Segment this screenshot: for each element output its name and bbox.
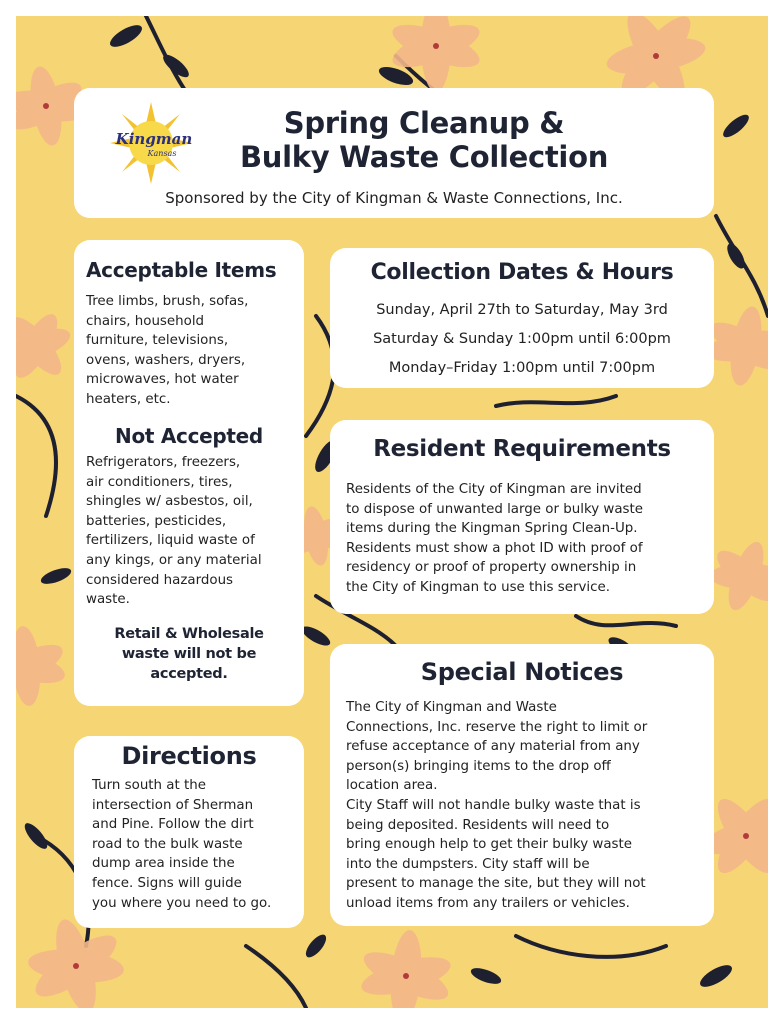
directions-line: fence. Signs will guide <box>92 875 242 891</box>
title-line-2: Bulky Waste Collection <box>239 140 609 174</box>
special-line: person(s) bringing items to the drop off <box>346 758 611 774</box>
acceptable-line: ovens, washers, dryers, <box>86 352 246 368</box>
special-line: City Staff will not handle bulky waste that is <box>346 797 641 813</box>
sun-logo-icon <box>110 102 192 184</box>
note-line: waste will not be <box>121 646 257 662</box>
requirements-line: the City of Kingman to use this service. <box>346 579 610 595</box>
not-accepted-line: fertilizers, liquid waste of <box>86 533 255 549</box>
special-notices-heading: Special Notices <box>420 658 624 686</box>
not-accepted-line: considered hazardous <box>86 572 234 588</box>
kingman-logo <box>110 102 192 184</box>
special-notices-text <box>346 698 712 914</box>
acceptable-line: heaters, etc. <box>86 391 171 407</box>
directions-line: and Pine. Follow the dirt <box>92 817 254 833</box>
special-line: location area. <box>346 778 438 794</box>
not-accepted-list <box>86 453 301 610</box>
directions-line: intersection of Sherman <box>92 797 254 813</box>
logo-text: Kingman <box>115 130 192 148</box>
date-range: Sunday, April 27th to Saturday, May 3rd <box>376 302 668 318</box>
note-line: Retail & Wholesale <box>114 626 264 642</box>
acceptable-line: furniture, televisions, <box>86 333 229 349</box>
directions-text <box>92 776 302 913</box>
directions-line: road to the bulk waste <box>92 836 243 852</box>
logo-subtext: Kansas <box>147 149 177 158</box>
title-line-1: Spring Cleanup & <box>283 106 565 140</box>
retail-wholesale-note <box>74 624 304 684</box>
special-notices-card <box>330 644 714 926</box>
special-line: The City of Kingman and Waste <box>346 700 557 715</box>
collection-dates-card <box>330 248 714 388</box>
page-title <box>224 106 624 174</box>
sponsor-line: Sponsored by the City of Kingman & Waste Connections, Inc. <box>165 189 623 207</box>
directions-line: you where you need to go. <box>92 895 272 911</box>
special-line: into the dumpsters. City staff will be <box>346 856 590 872</box>
collection-dates-lines <box>330 296 714 383</box>
requirements-line: to dispose of unwanted large or bulky waste <box>346 501 644 517</box>
acceptable-line: chairs, household <box>86 313 205 329</box>
directions-line: dump area inside the <box>92 856 235 872</box>
directions-heading: Directions <box>121 742 257 770</box>
not-accepted-line: Refrigerators, freezers, <box>86 455 241 470</box>
not-accepted-line: batteries, pesticides, <box>86 513 227 529</box>
resident-requirements-text <box>346 480 712 598</box>
weekday-hours: Monday–Friday 1:00pm until 7:00pm <box>388 360 656 376</box>
collection-dates-heading: Collection Dates & Hours <box>370 260 674 285</box>
special-line: present to manage the site, but they will not <box>346 876 646 892</box>
special-line: Connections, Inc. reserve the right to limit or <box>346 719 648 735</box>
resident-requirements-heading: Resident Requirements <box>373 436 671 462</box>
flyer <box>16 16 768 1008</box>
special-line: unload items from any trailers or vehicles. <box>346 895 630 911</box>
resident-requirements-card <box>330 420 714 614</box>
special-line: refuse acceptance of any material from any <box>346 739 640 755</box>
header-card <box>74 88 714 218</box>
not-accepted-line: waste. <box>86 592 130 608</box>
requirements-line: Residents of the City of Kingman are invited <box>346 482 642 497</box>
not-accepted-line: any kings, or any material <box>86 552 262 568</box>
weekend-hours: Saturday & Sunday 1:00pm until 6:00pm <box>373 331 671 347</box>
special-line: bring enough help to get their bulky waste <box>346 837 633 853</box>
not-accepted-line: air conditioners, tires, <box>86 474 233 490</box>
directions-line: Turn south at the <box>92 778 206 793</box>
acceptable-items-heading: Acceptable Items <box>86 258 277 282</box>
not-accepted-heading: Not Accepted <box>115 424 263 448</box>
requirements-line: Residents must show a phot ID with proof of <box>346 540 643 556</box>
not-accepted-line: shingles w/ asbestos, oil, <box>86 494 253 510</box>
special-line: being deposited. Residents will need to <box>346 817 610 833</box>
requirements-line: items during the Kingman Spring Clean-Up. <box>346 521 638 537</box>
directions-card <box>74 736 304 928</box>
requirements-line: residency or proof of property ownership in <box>346 560 637 576</box>
acceptable-line: microwaves, hot water <box>86 372 239 388</box>
acceptable-line: Tree limbs, brush, sofas, <box>86 294 249 309</box>
acceptable-items-list <box>86 292 301 410</box>
note-line: accepted. <box>150 666 228 682</box>
acceptable-items-card <box>74 240 304 706</box>
